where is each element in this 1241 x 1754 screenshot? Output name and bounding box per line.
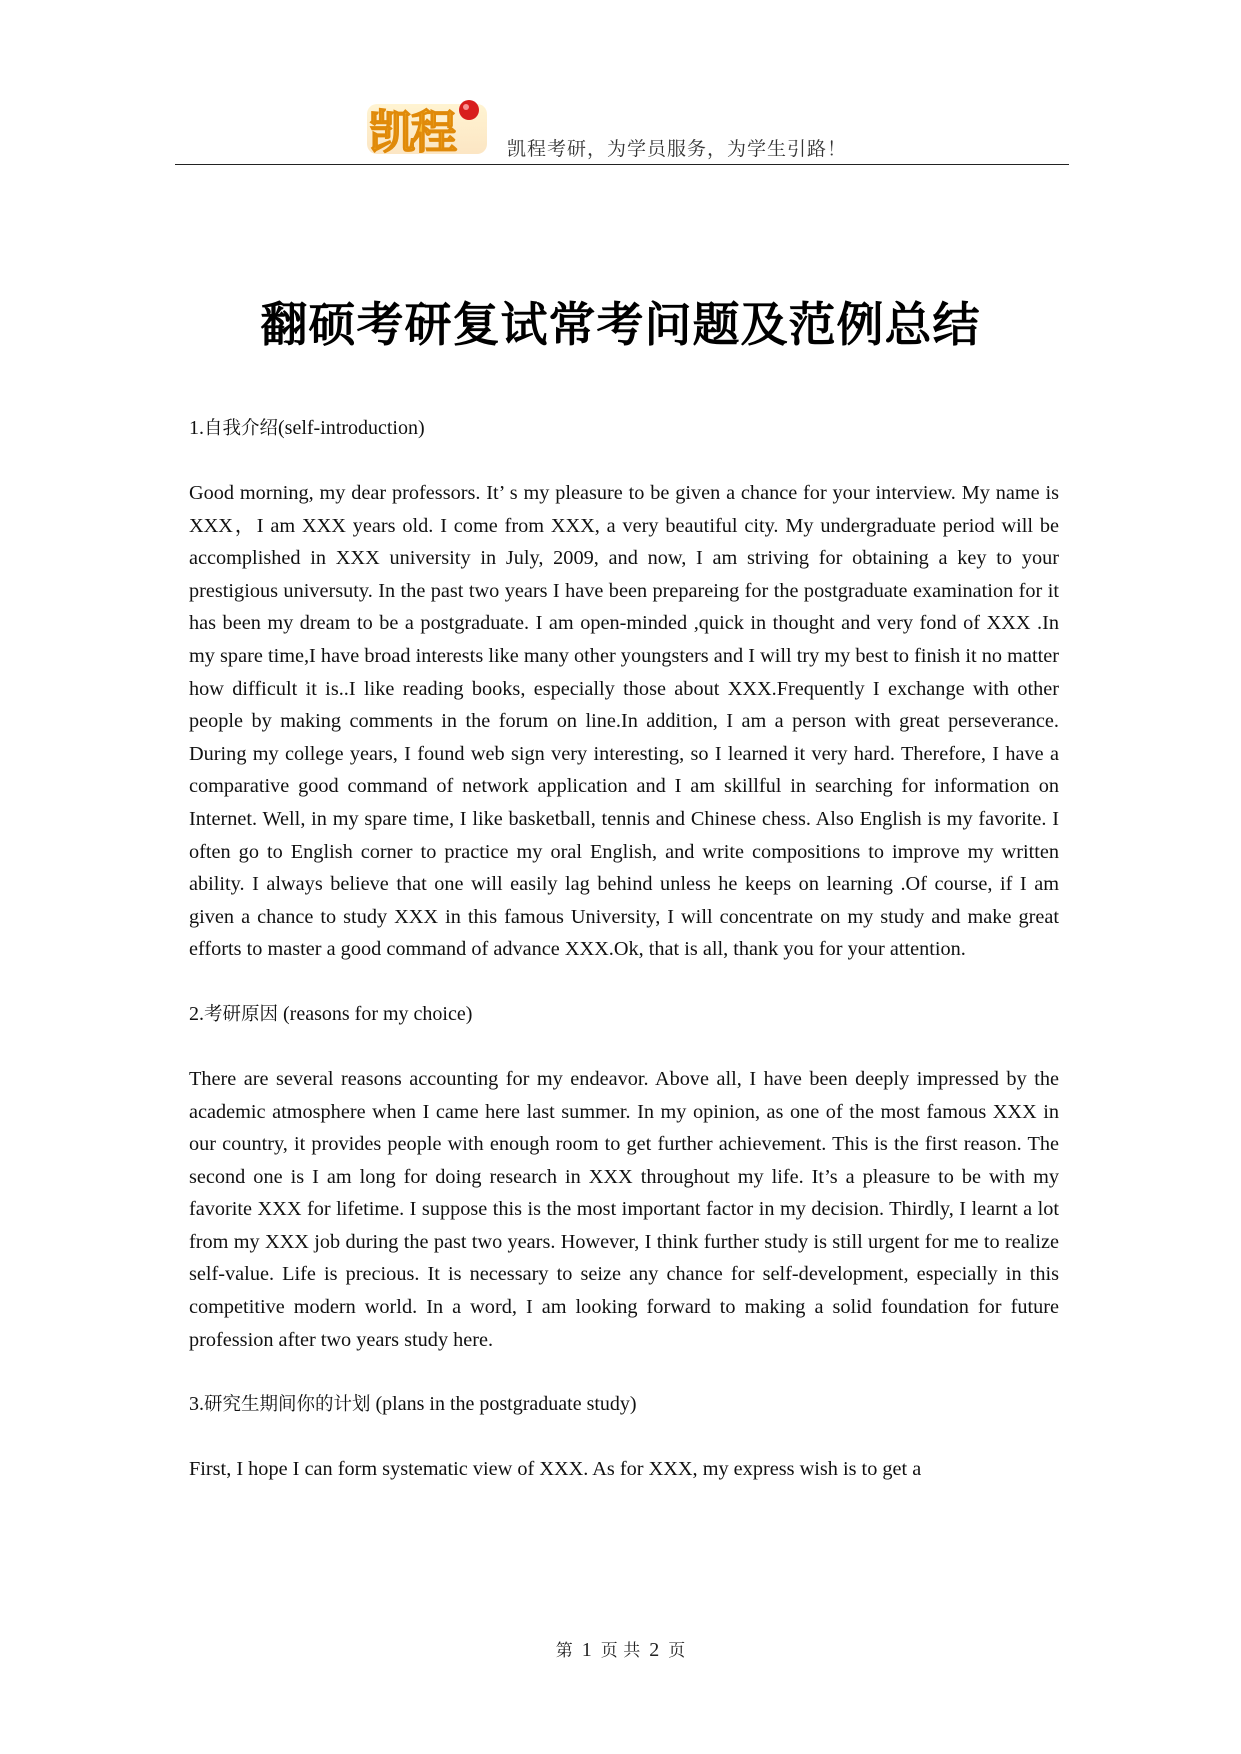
page-label-post: 页	[668, 1641, 686, 1661]
logo-dot-icon	[459, 100, 479, 120]
section-1-heading: 1.自我介绍(self-introduction)	[189, 417, 425, 439]
section-3-body: First, I hope I can form systematic view of XXX. As for XXX, my express wish is to get a	[189, 1458, 922, 1481]
section-2-body: There are several reasons accounting for my endeavor. Above all, I have been deeply impressed by the academic atmosphere when I came here last summer. In my opinion, as one of the most famous XXX in our country, it provides people with enough room to get further achievement. This is the first reason. The second one is I am long for doing research in XXX throughout my life. It’s a pleasure to be with my favorite XXX for lifetime. I suppose this is the most important factor in my decision. Thirdly, I learnt a lot from my XXX job during the past two years. However, I think further study is still urgent for me to realize self-value. Life is precious. It is necessary to seize any chance for self-development, especially in this competitive modern world. In a word, I am looking forward to making a solid foundation for future profession after two years study here.	[189, 1067, 1059, 1351]
section-3-heading: 3.研究生期间你的计划 (plans in the postgraduate study)	[189, 1393, 637, 1416]
kaicheng-logo	[365, 94, 495, 160]
page-current: 1	[581, 1639, 592, 1661]
logo-text: 凯程	[369, 105, 453, 159]
header-slogan: 凯程考研，为学员服务，为学生引路！	[507, 138, 848, 160]
page-header	[175, 86, 1069, 166]
page-footer	[0, 1636, 1241, 1662]
page-label-pre: 第	[555, 1641, 573, 1661]
document-title: 翻硕考研复试常考问题及范例总结	[260, 298, 981, 353]
section-1-body: Good morning, my dear professors. It’ s my pleasure to be given a chance for your interview. My name is XXX，I am XXX years old. I come from XXX, a very beautiful city. My undergraduate period will be accomplished in XXX university in July, 2009, and now, I am striving for obtaining a key to your prestigious universuty. In the past two years I have been prepareing for the postgraduate examination for it has been my dream to be a postgraduate. I am open-minded ,quick in thought and very fond of XXX .In my spare time,I have broad interests like many other youngsters and I will try my best to finish it no matter how difficult it is..I like reading books, especially those about XXX.Frequently I exchange with other people by making comments in the forum on line.In addition, I am a person with great perseverance. During my college years, I found web sign very interesting, so I learned it very hard. Therefore, I have a comparative good command of network application and I am skillful in searching for information on Internet. Well, in my spare time, I like basketball, tennis and Chinese chess. Also English is my favorite. I often go to English corner to practice my oral English, and write compositions to improve my written ability. I always believe that one will easily lag behind unless he keeps on learning .Of course, if I am given a chance to study XXX in this famous University, I will concentrate on my study and make great efforts to master a good command of advance XXX.Ok, that is all, thank you for your attention.	[189, 482, 1059, 961]
page-label-mid: 页 共	[600, 1641, 641, 1661]
header-divider	[175, 164, 1069, 165]
document-body	[189, 412, 1059, 1518]
page-total: 2	[649, 1639, 660, 1661]
section-2-heading: 2.考研原因 (reasons for my choice)	[189, 1002, 473, 1025]
